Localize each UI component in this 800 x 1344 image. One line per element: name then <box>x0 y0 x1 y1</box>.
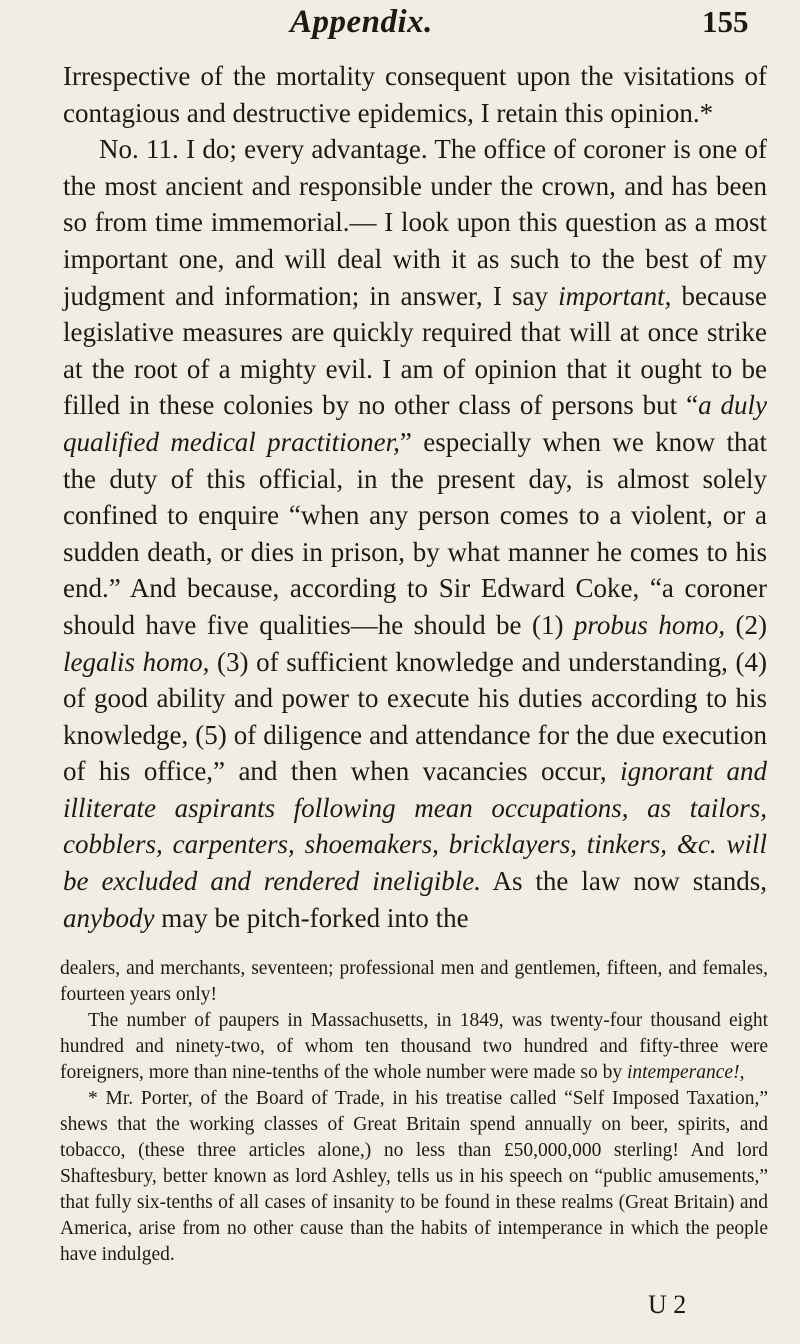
running-title: Appendix. <box>290 4 433 40</box>
text-run: As the law now stands, <box>480 866 768 897</box>
signature-mark: U 2 <box>648 1290 687 1319</box>
emphasis-legalis-homo: legalis homo, <box>63 646 210 677</box>
text-run: may be pitch-forked into the <box>154 902 469 933</box>
emphasis-probus-homo: probus homo, <box>573 609 726 640</box>
page-number: 155 <box>702 4 749 39</box>
text-run: because legislative measures are quickly required that will at once strike at the root of a mighty evil. I am of opinion that it ought to be filled in these colonies by no other class of persons but “ <box>63 280 767 421</box>
text-run: (2) <box>725 609 768 640</box>
footnote-continuation: dealers, and merchants, seventeen; professional men and gentlemen, fifteen, and females, fourteen years only! <box>60 958 768 1005</box>
paragraph-coroner <box>63 131 767 936</box>
emphasis-qualified-practitioner: a duly qualified medical practitioner, <box>63 390 767 457</box>
emphasis-intemperance: intemperance! <box>626 1062 740 1083</box>
paragraph-opinion: Irrespective of the mortality consequent upon the visitations of contagious and destructive epidemics, I retain this opinion.* <box>63 61 767 128</box>
text-run: ” especially when we know that the duty of this official, in the present day, is almost solely confined to enquire “when any person comes to a violent, or a sudden death, or dies in prison, by what manner he comes to his end.” And because, according to Sir Edward Coke, “a coroner should have five qualities—he should be (1) <box>63 426 767 640</box>
footnotes <box>60 956 768 1268</box>
emphasis-important: important, <box>558 280 672 311</box>
text-run: No. 11. I do; every advantage. The office of coroner is one of the most ancient and responsible under the crown, and has been so from time immemorial.— I look upon this question as a most important one, and will deal with it as such to the best of my judgment and information; in answer, I say <box>63 134 767 311</box>
footnote-porter: * Mr. Porter, of the Board of Trade, in his treatise called “Self Imposed Taxation,” shews that the working classes of Great Britain spend annually on beer, spirits, and tobacco, (these three articles alone,) no less than £50,000,000 sterling! And lord Shaftesbury, better known as lord Ashley, tells us in his speech on “public amusements,” that fully six-tenths of all cases of insanity to be found in these realms (Great Britain) and America, arise from no other cause than the habits of intemperance in which the people have indulged. <box>60 1088 768 1265</box>
page-header <box>0 2 800 52</box>
text-run: (3) of sufficient knowledge and understanding, (4) of good ability and power to execute his duties according to his knowledge, (5) of diligence and attendance for the due execution of his office,” and then when vacancies occur, <box>63 646 767 787</box>
footnote-paupers <box>60 1008 768 1086</box>
emphasis-ignorant-aspirants: ignorant and illiterate aspirants following mean occupations, as tailors, cobblers, carpenters, shoemakers, bricklayers, tinkers, &c. will be excluded and rendered ineligible. <box>63 756 767 897</box>
text-run: , <box>739 1062 745 1083</box>
main-text <box>63 58 767 936</box>
emphasis-anybody: anybody <box>63 902 155 933</box>
text-run: The number of paupers in Massachusetts, in 1849, was twenty-four thousand eight hundred and ninety-two, of whom ten thousand two hundred and fifty-three were foreigners, more than nine-tenths of the whole number were made so by <box>60 1010 768 1083</box>
